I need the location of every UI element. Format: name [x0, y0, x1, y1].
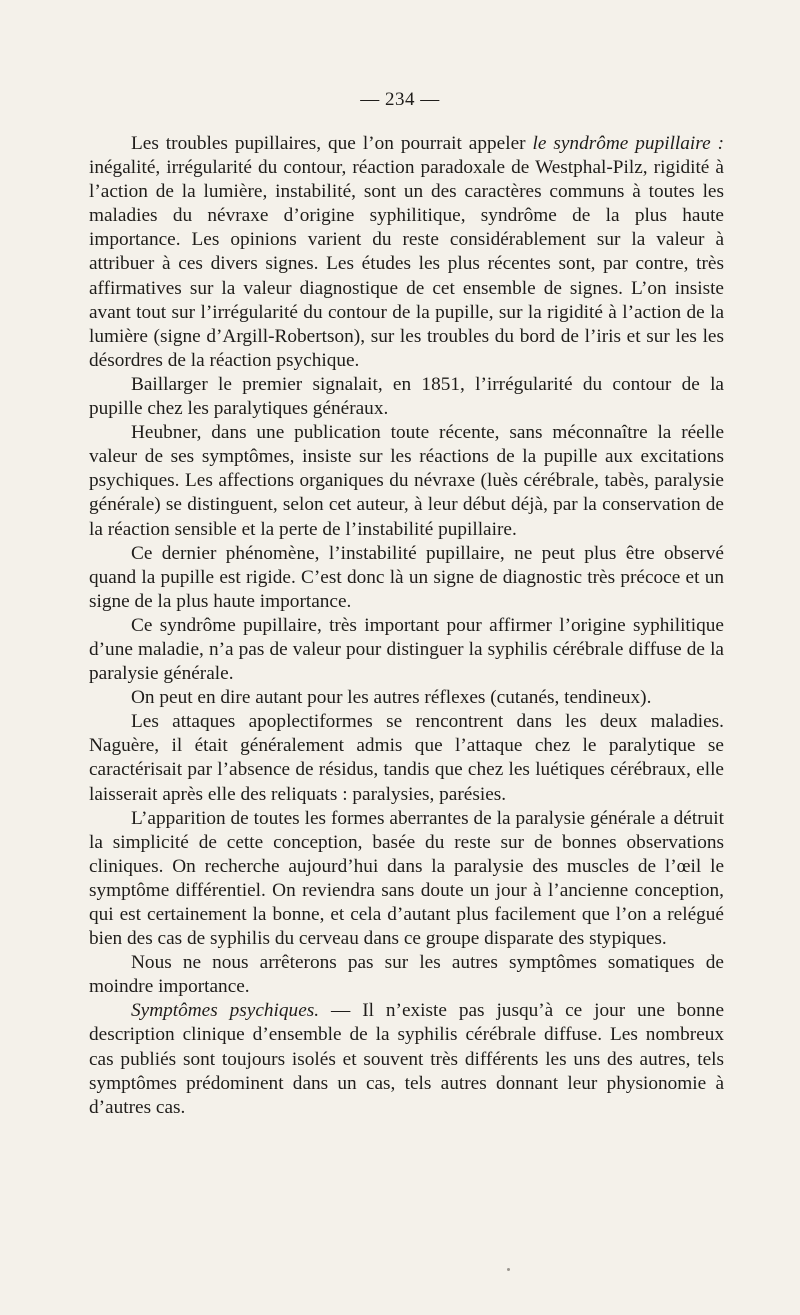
paragraph: On peut en dire autant pour les autres réflexes (cutanés, tendineux).: [131, 687, 652, 709]
paragraph: Ce dernier phénomène, l’instabilité pupillaire, ne peut plus être observé quand la pupille est rigide. C’est donc là un signe de diagnostic très précoce et un signe de la plus haute importance.: [89, 542, 724, 612]
paragraph: Les attaques apoplectiformes se rencontrent dans les deux maladies. Naguère, il était généralement admis que l’attaque chez le paralytique se caractérisait par l’absence de résidus, tandis que chez les luétiques cérébraux, elle laisserait après elle des reliquats : paralysies, parésies.: [89, 711, 724, 805]
paragraph: Heubner, dans une publication toute récente, sans méconnaître la réelle valeur de ses symptômes, insiste sur les réactions de la pupille aux excitations psychiques. Les affections organiques du névraxe (luès cérébrale, tabès, paralysie générale) se distinguent, selon cet auteur, à leur début déjà, par la conservation de la réaction sensible et la perte de l’instabilité pupillaire.: [89, 422, 724, 540]
paragraph: Ce syndrôme pupillaire, très important pour affirmer l’origine syphilitique d’une maladie, n’a pas de valeur pour distinguer la syphilis cérébrale diffuse de la paralysie générale.: [89, 614, 724, 685]
paragraph: Baillarger le premier signalait, en 1851, l’irrégularité du contour de la pupille chez les paralytiques généraux.: [89, 373, 724, 420]
paragraph: L’apparition de toutes les formes aberrantes de la paralysie générale a détruit la simplicité de cette conception, basée du reste sur de bonnes observations cliniques. On recherche aujourd’hui dans la paralysie des muscles de l’œil le symptôme différentiel. On reviendra sans doute un jour à l’ancienne conception, qui est certainement la bonne, et cela d’autant plus facilement que l’on a relégué bien des cas de syphilis du cerveau dans ce groupe disparate des stypiques.: [89, 807, 724, 950]
body-text: [89, 132, 724, 1120]
paragraph: Les troubles pupillaires, que l’on pourrait appeler le syndrôme pupillaire : inégalité, irrégularité du contour, réaction paradoxale de Westphal-Pilz, rigidité à l’action de la lumière, instabilité, sont un des caractères communs à toutes les maladies du névraxe d’origine syphilitique, syndrôme de la plus haute importance. Les opinions varient du reste considérablement sur la valeur à attribuer à ces divers signes. Les études les plus récentes sont, par contre, très affirmatives sur la valeur diagnostique de cet ensemble de signes. L’on insiste avant tout sur l’irrégularité du contour de la pupille, sur la rigidité à l’action de la lumière (signe d’Argill-Robertson), sur les troubles du bord de l’iris et sur les les désordres de la réaction psychique.: [89, 133, 724, 371]
page-number: — 234 —: [360, 89, 440, 110]
paper-speck: [507, 1268, 510, 1271]
paragraph: Nous ne nous arrêterons pas sur les autres symptômes somatiques de moindre importance.: [89, 952, 724, 998]
section-heading-italic: Symptômes psychiques.: [131, 1000, 320, 1022]
paragraph-symptomes-psychiques: Symptômes psychiques. — Il n’existe pas jusqu’à ce jour une bonne description clinique d’ensemble de la syphilis cérébrale diffuse. Les nombreux cas publiés sont toujours isolés et souvent très différents les uns des autres, tels symptômes prédominent dans un cas, tels autres donnant leur physionomie à d’autres cas.: [89, 1000, 724, 1118]
